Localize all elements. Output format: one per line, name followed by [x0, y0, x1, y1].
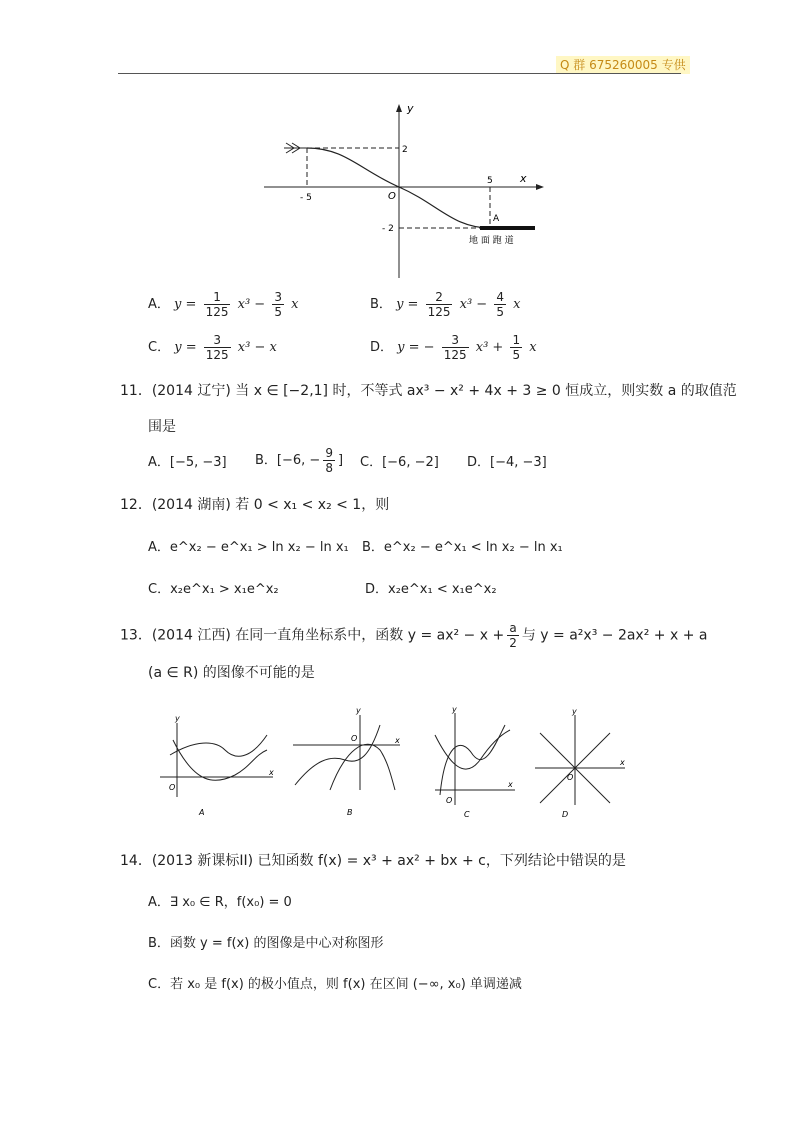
svg-text:D: D — [562, 810, 569, 819]
q14-option-c[interactable]: C．若 x₀ 是 f(x) 的极小值点，则 f(x) 在区间 (−∞, x₀) 单调递减 — [148, 977, 522, 992]
q11-stem-cont: 围是 — [148, 419, 176, 435]
q14-option-b[interactable]: B．函数 y = f(x) 的图像是中心对称图形 — [148, 936, 384, 951]
svg-text:x: x — [269, 768, 274, 777]
q13-stem-cont: (a ∈ R) 的图像不可能的是 — [148, 665, 315, 681]
q10-option-c[interactable]: C． y = $\frac{3}{125}$ x³ − x — [148, 333, 277, 362]
graph-d[interactable] — [535, 707, 625, 819]
fig10-origin: O — [388, 191, 396, 202]
runway — [480, 226, 535, 230]
q10-option-a[interactable]: A． y = $\frac{1}{125}$ x³ − $\frac{3}{5}$ x — [148, 290, 299, 319]
fig10-tick-5: 5 — [487, 176, 493, 186]
q11-option-a[interactable]: A．[−5, −3] — [148, 455, 227, 470]
svg-text:y: y — [452, 705, 457, 714]
q12-option-b[interactable]: B．e^x₂ − e^x₁ < ln x₂ − ln x₁ — [362, 540, 563, 555]
svg-text:O: O — [169, 783, 176, 792]
q13-stem: 13．(2014 江西) 在同一直角坐标系中，函数 y = ax² − x + $\frac{a}{2}$ 与 y = a²x³ − 2ax² + x + a — [120, 621, 708, 650]
q12-option-a[interactable]: A．e^x₂ − e^x₁ > ln x₂ − ln x₁ — [148, 540, 349, 555]
q11-option-d[interactable]: D．[−4, −3] — [467, 455, 547, 470]
svg-text:x: x — [395, 736, 400, 745]
header-badge: Q 群 675260005 专供 — [556, 56, 690, 74]
svg-text:y: y — [572, 707, 577, 716]
fig10-tick-2: 2 — [402, 145, 408, 155]
q12-stem: 12．(2014 湖南) 若 0 < x₁ < x₂ < 1，则 — [120, 497, 390, 513]
graph-a[interactable] — [160, 714, 274, 817]
q12-option-d[interactable]: D．x₂e^x₁ < x₁e^x₂ — [365, 582, 497, 597]
fig10-tick-neg5: - 5 — [300, 193, 312, 203]
q11-option-c[interactable]: C．[−6, −2] — [360, 455, 439, 470]
fig10-point-a: A — [493, 214, 500, 224]
q11-option-b[interactable]: B．[−6, − $\frac{9}{8}$ ] — [255, 446, 344, 475]
q13-graphs — [155, 705, 635, 827]
y-arrow-icon — [396, 104, 402, 112]
airplane-descent-figure — [250, 100, 550, 280]
svg-text:x: x — [620, 758, 625, 767]
svg-text:y: y — [175, 714, 180, 723]
svg-text:C: C — [464, 810, 470, 819]
fig10-y-label: y — [407, 102, 414, 115]
svg-text:O: O — [446, 796, 453, 805]
graph-c[interactable] — [435, 705, 515, 819]
svg-text:x: x — [508, 780, 513, 789]
fig10-runway-label: 地 面 跑 道 — [469, 236, 514, 246]
q12-option-c[interactable]: C．x₂e^x₁ > x₁e^x₂ — [148, 582, 279, 597]
graph-b[interactable] — [293, 706, 400, 817]
svg-text:B: B — [347, 808, 353, 817]
x-arrow-icon — [536, 184, 544, 190]
svg-text:O: O — [351, 734, 358, 743]
svg-text:A: A — [199, 808, 205, 817]
q10-option-d[interactable]: D． y = − $\frac{3}{125}$ x³ + $\frac{1}{5}$ x — [370, 333, 537, 362]
q14-option-a[interactable]: A．∃ x₀ ∈ R，f(x₀) = 0 — [148, 895, 292, 910]
svg-text:y: y — [356, 706, 361, 715]
header-divider — [118, 73, 681, 74]
svg-text:O: O — [567, 773, 574, 782]
q14-stem: 14．(2013 新课标II) 已知函数 f(x) = x³ + ax² + bx + c，下列结论中错误的是 — [120, 853, 626, 869]
q11-stem: 11．(2014 辽宁) 当 x ∈ [−2,1] 时，不等式 ax³ − x² + 4x + 3 ≥ 0 恒成立，则实数 a 的取值范 — [120, 383, 737, 399]
fig10-x-label: x — [520, 172, 527, 185]
q10-option-b[interactable]: B． y = $\frac{2}{125}$ x³ − $\frac{4}{5}$ x — [370, 290, 521, 319]
fig10-tick-neg2: - 2 — [382, 224, 394, 234]
